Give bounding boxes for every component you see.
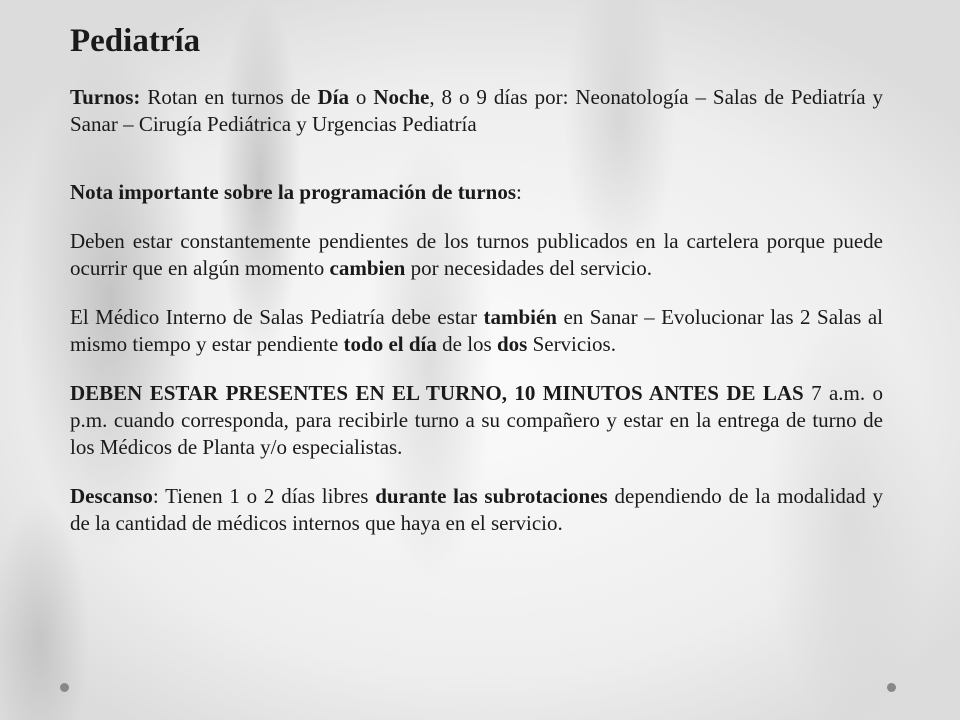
presentes-paragraph — [70, 380, 883, 461]
nota-colon: : — [516, 179, 522, 204]
medico-text-2: en Sanar – Evolucionar las 2 Salas al mismo tiempo y estar pendiente — [70, 304, 883, 356]
turnos-text-3: , 8 o 9 días por: Neonatología – Salas de Pediatría y Sanar – Cirugía Pediátrica y Urgencias Pediatría — [70, 84, 884, 136]
medico-text-1: El Médico Interno de Salas Pediatría debe estar — [70, 304, 484, 329]
presentes-text: 7 a.m. o p.m. cuando corresponda, para recibirle turno a su compañero y estar en la entrega de turno de los Médicos de Planta y/o especialistas. — [70, 380, 884, 459]
turnos-text-2: o — [348, 84, 374, 109]
medico-tambien: también — [483, 304, 557, 329]
medico-text-4: Servicios. — [527, 331, 616, 356]
nota-heading: Nota importante sobre la programación de turnos — [70, 179, 517, 204]
medico-todo-el-dia: todo el día — [343, 331, 437, 356]
descanso-durante: durante las subrotaciones — [375, 483, 608, 508]
turnos-paragraph — [70, 84, 883, 138]
deben-text-2: por necesidades del servicio. — [405, 255, 653, 280]
turnos-noche: Noche — [373, 84, 430, 109]
descanso-text-2: dependiendo de la modalidad y de la cantidad de médicos internos que haya en el servicio. — [70, 483, 883, 535]
descanso-text-1: : Tienen 1 o 2 días libres — [152, 483, 376, 508]
deben-text-1: Deben estar constantemente pendientes de los turnos publicados en la cartelera porque puede ocurrir que en algún momento — [70, 228, 883, 280]
turnos-label: Turnos: — [70, 84, 141, 109]
nota-paragraph — [70, 179, 883, 206]
page-title: Pediatría — [70, 23, 201, 59]
deben-paragraph — [70, 228, 883, 282]
slide-content — [70, 22, 883, 537]
medico-paragraph — [70, 304, 883, 358]
medico-text-3: de los — [436, 331, 497, 356]
turnos-dia: Día — [317, 84, 349, 109]
bullet-dot-left-icon — [60, 683, 69, 692]
descanso-paragraph — [70, 483, 883, 537]
descanso-label: Descanso — [70, 483, 153, 508]
medico-dos: dos — [496, 331, 528, 356]
bullet-dot-right-icon — [887, 683, 896, 692]
deben-cambien: cambien — [329, 255, 406, 280]
turnos-text-1: Rotan en turnos de — [140, 84, 318, 109]
presentes-bold: DEBEN ESTAR PRESENTES EN EL TURNO, 10 MINUTOS ANTES DE LAS — [70, 380, 804, 405]
